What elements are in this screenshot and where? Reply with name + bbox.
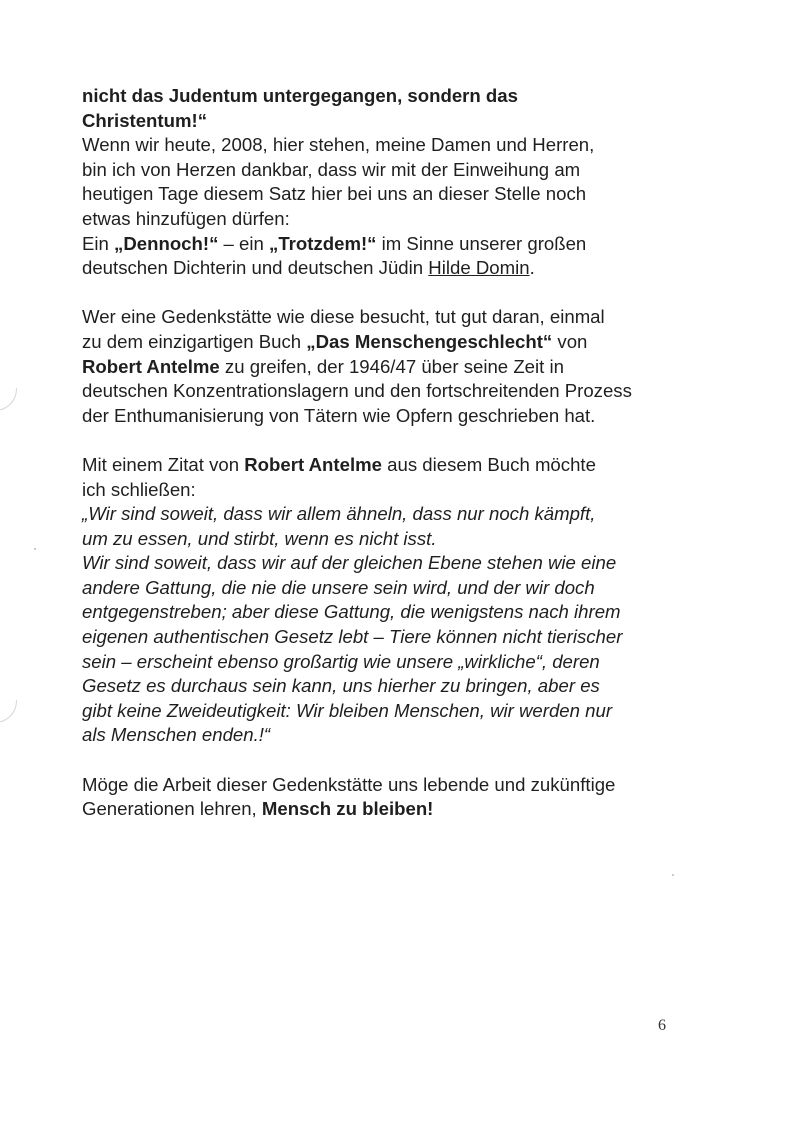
text-segment: Möge die Arbeit dieser Gedenkstätte uns lebende und zukünftige <box>82 773 616 795</box>
text-line <box>82 600 682 625</box>
italic-quote-text: andere Gattung, die nie die unsere sein wird, und der wir doch <box>82 576 595 598</box>
italic-quote-text: als Menschen enden.!“ <box>82 724 271 746</box>
text-segment: heutigen Tage diesem Satz hier bei uns an dieser Stelle noch <box>82 183 587 205</box>
italic-quote-text: Gesetz es durchaus sein kann, uns hierher zu bringen, aber es <box>82 675 600 697</box>
text-line <box>82 453 682 478</box>
text-segment: Ein <box>82 232 115 254</box>
text-line <box>82 133 682 158</box>
text-segment: etwas hinzufügen dürfen: <box>82 207 290 229</box>
text-line <box>82 256 682 281</box>
paragraph-gap <box>82 281 682 306</box>
text-segment: der Enthumanisierung von Tätern wie Opfern geschrieben hat. <box>82 404 596 426</box>
bold-text: „Das Menschengeschlecht“ <box>306 330 553 352</box>
bold-text: „Dennoch!“ <box>114 232 219 254</box>
italic-quote-text: „Wir sind soweit, dass wir allem ähneln, dass nur noch kämpft, <box>82 503 596 525</box>
body-text <box>82 84 682 822</box>
text-line <box>82 379 682 404</box>
text-segment: Wenn wir heute, 2008, hier stehen, meine Damen und Herren, <box>82 134 595 156</box>
text-segment: Mit einem Zitat von <box>82 453 245 475</box>
text-segment: Generationen lehren, <box>82 798 262 820</box>
text-segment: im Sinne unserer großen <box>376 232 587 254</box>
italic-quote-text: Wir sind soweit, dass wir auf der gleichen Ebene stehen wie eine <box>82 552 617 574</box>
text-segment: deutschen Konzentrationslagern und den fortschreitenden Prozess <box>82 380 632 402</box>
text-line <box>82 84 682 109</box>
underlined-name: Hilde Domin <box>428 257 530 279</box>
text-line <box>82 797 682 822</box>
text-line <box>82 330 682 355</box>
text-line <box>82 625 682 650</box>
bold-text: Mensch zu bleiben! <box>261 798 434 820</box>
text-line <box>82 650 682 675</box>
text-line <box>82 527 682 552</box>
text-segment: ich schließen: <box>82 478 196 500</box>
text-line <box>82 773 682 798</box>
text-segment: aus diesem Buch möchte <box>381 453 596 475</box>
scan-speck <box>34 548 36 550</box>
paragraph-gap <box>82 428 682 453</box>
text-line <box>82 355 682 380</box>
bold-text: Robert Antelme <box>244 453 382 475</box>
italic-quote-text: eigenen authentischen Gesetz lebt – Tiere können nicht tierischer <box>82 626 623 648</box>
text-segment: deutschen Dichterin und deutschen Jüdin <box>82 257 429 279</box>
italic-quote-text: um zu essen, und stirbt, wenn es nicht isst. <box>82 527 437 549</box>
text-line <box>82 232 682 257</box>
text-line <box>82 551 682 576</box>
text-line <box>82 478 682 503</box>
punch-hole-mark <box>0 388 17 411</box>
bold-text: nicht das Judentum untergegangen, sondern das <box>82 85 518 106</box>
text-segment: . <box>529 257 535 279</box>
text-line <box>82 305 682 330</box>
text-line <box>82 404 682 429</box>
text-segment: zu dem einzigartigen Buch <box>82 330 307 352</box>
bold-text: Robert Antelme <box>82 355 220 377</box>
text-segment: – ein <box>218 232 270 254</box>
text-segment: Wer eine Gedenkstätte wie diese besucht, tut gut daran, einmal <box>82 306 605 328</box>
text-line <box>82 576 682 601</box>
text-line <box>82 699 682 724</box>
paragraph-gap <box>82 748 682 773</box>
page-number: 6 <box>658 1017 666 1034</box>
italic-quote-text: sein – erscheint ebenso großartig wie unsere „wirkliche“, deren <box>82 650 600 672</box>
text-line <box>82 502 682 527</box>
text-line <box>82 723 682 748</box>
bold-text: „Trotzdem!“ <box>269 232 377 254</box>
text-line <box>82 182 682 207</box>
text-line <box>82 109 682 134</box>
text-segment: bin ich von Herzen dankbar, dass wir mit der Einweihung am <box>82 158 581 180</box>
italic-quote-text: gibt keine Zweideutigkeit: Wir bleiben Menschen, wir werden nur <box>82 699 613 721</box>
text-segment: zu greifen, der 1946/47 über seine Zeit in <box>219 355 564 377</box>
punch-hole-mark <box>0 700 17 723</box>
text-segment: von <box>552 330 588 352</box>
text-line <box>82 158 682 183</box>
scan-speck <box>672 874 674 876</box>
italic-quote-text: entgegenstreben; aber diese Gattung, die wenigstens nach ihrem <box>82 601 621 623</box>
bold-text: Christentum!“ <box>82 109 207 131</box>
text-line <box>82 674 682 699</box>
text-line <box>82 207 682 232</box>
